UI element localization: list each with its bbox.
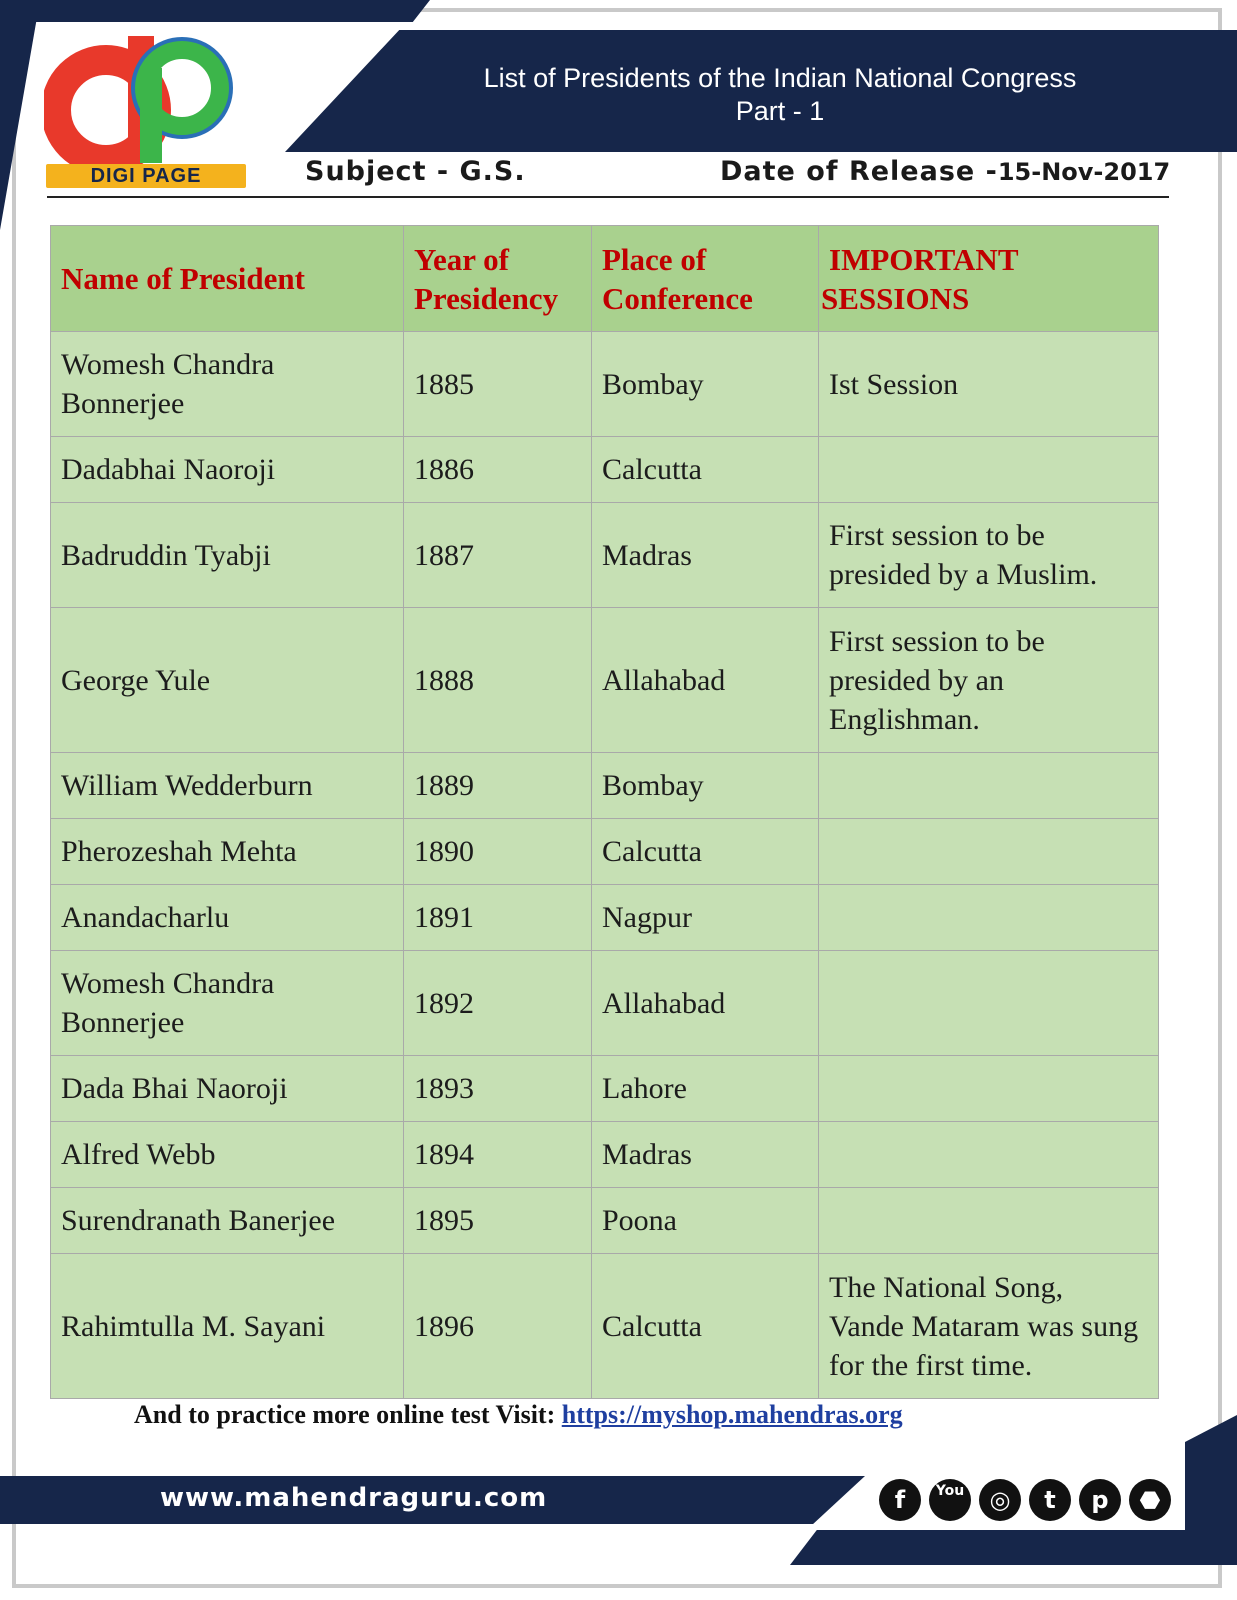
table-row	[51, 1056, 1159, 1122]
president-name: William Wedderburn	[51, 753, 404, 819]
place-cell: Bombay	[592, 332, 819, 437]
practice-note	[134, 1400, 903, 1430]
youtube-icon[interactable]: You	[929, 1479, 971, 1521]
president-name: George Yule	[51, 608, 404, 753]
presidents-table	[50, 225, 1159, 1399]
session-cell: The National Song, Vande Mataram was sung for the first time.	[819, 1254, 1159, 1399]
title-line-1: List of Presidents of the Indian National Congress	[483, 63, 1077, 93]
year-cell: 1895	[404, 1188, 592, 1254]
year-cell: 1892	[404, 951, 592, 1056]
session-cell	[819, 819, 1159, 885]
president-name: Rahimtulla M. Sayani	[51, 1254, 404, 1399]
place-cell: Madras	[592, 1122, 819, 1188]
place-cell: Bombay	[592, 753, 819, 819]
table-row	[51, 819, 1159, 885]
place-cell: Madras	[592, 503, 819, 608]
session-cell	[819, 437, 1159, 503]
table-row	[51, 503, 1159, 608]
year-cell: 1896	[404, 1254, 592, 1399]
table-row	[51, 1254, 1159, 1399]
practice-link[interactable]: https://myshop.mahendras.org	[561, 1400, 903, 1429]
place-cell: Calcutta	[592, 437, 819, 503]
session-cell	[819, 1188, 1159, 1254]
year-cell: 1888	[404, 608, 592, 753]
president-name: Dadabhai Naoroji	[51, 437, 404, 503]
table-row	[51, 753, 1159, 819]
release-date: 15-Nov-2017	[997, 158, 1171, 186]
place-cell: Calcutta	[592, 1254, 819, 1399]
year-cell: 1890	[404, 819, 592, 885]
table-row	[51, 608, 1159, 753]
header-sessions: IMPORTANT SESSIONS	[819, 226, 1159, 332]
facebook-icon[interactable]: f	[879, 1479, 921, 1521]
corner-decoration-bottom	[790, 1530, 1237, 1565]
release-label: Date of Release -	[720, 156, 998, 187]
instagram-icon[interactable]: ◎	[979, 1479, 1021, 1521]
president-name: Womesh Chandra Bonnerjee	[51, 332, 404, 437]
session-cell: First session to be presided by an Englishman.	[819, 608, 1159, 753]
session-cell	[819, 753, 1159, 819]
table-row	[51, 332, 1159, 437]
header-year: Year of Presidency	[404, 226, 592, 332]
president-name: Dada Bhai Naoroji	[51, 1056, 404, 1122]
year-cell: 1891	[404, 885, 592, 951]
pinterest-icon[interactable]: p	[1079, 1479, 1121, 1521]
android-icon[interactable]: ⬣	[1129, 1479, 1171, 1521]
header-name: Name of President	[51, 226, 404, 332]
session-cell	[819, 1122, 1159, 1188]
header-divider	[47, 196, 1169, 198]
president-name: Anandacharlu	[51, 885, 404, 951]
table-header-row	[51, 226, 1159, 332]
place-cell: Poona	[592, 1188, 819, 1254]
table-row	[51, 1122, 1159, 1188]
president-name: Womesh Chandra Bonnerjee	[51, 951, 404, 1056]
twitter-icon[interactable]: t	[1029, 1479, 1071, 1521]
year-cell: 1889	[404, 753, 592, 819]
place-cell: Allahabad	[592, 951, 819, 1056]
session-cell	[819, 1056, 1159, 1122]
year-cell: 1886	[404, 437, 592, 503]
subject-label: Subject - G.S.	[305, 156, 526, 187]
website-url[interactable]: www.mahendraguru.com	[160, 1483, 548, 1513]
table-row	[51, 1188, 1159, 1254]
president-name: Alfred Webb	[51, 1122, 404, 1188]
session-cell: First session to be presided by a Muslim.	[819, 503, 1159, 608]
year-cell: 1887	[404, 503, 592, 608]
table-row	[51, 951, 1159, 1056]
practice-text: And to practice more online test Visit:	[134, 1400, 556, 1429]
corner-decoration-top	[0, 0, 430, 22]
title-line-2: Part - 1	[735, 96, 825, 126]
year-cell: 1885	[404, 332, 592, 437]
session-cell	[819, 885, 1159, 951]
place-cell: Nagpur	[592, 885, 819, 951]
president-name: Badruddin Tyabji	[51, 503, 404, 608]
page-title	[390, 62, 1170, 128]
corner-decoration-top-left	[0, 0, 40, 230]
president-name: Surendranath Banerjee	[51, 1188, 404, 1254]
release-info	[720, 156, 1170, 187]
session-cell: Ist Session	[819, 332, 1159, 437]
table-row	[51, 437, 1159, 503]
logo-badge: DIGI PAGE	[46, 164, 246, 188]
header-place: Place of Conference	[592, 226, 819, 332]
place-cell: Lahore	[592, 1056, 819, 1122]
session-cell	[819, 951, 1159, 1056]
year-cell: 1893	[404, 1056, 592, 1122]
table-row	[51, 885, 1159, 951]
president-name: Pherozeshah Mehta	[51, 819, 404, 885]
place-cell: Allahabad	[592, 608, 819, 753]
year-cell: 1894	[404, 1122, 592, 1188]
place-cell: Calcutta	[592, 819, 819, 885]
